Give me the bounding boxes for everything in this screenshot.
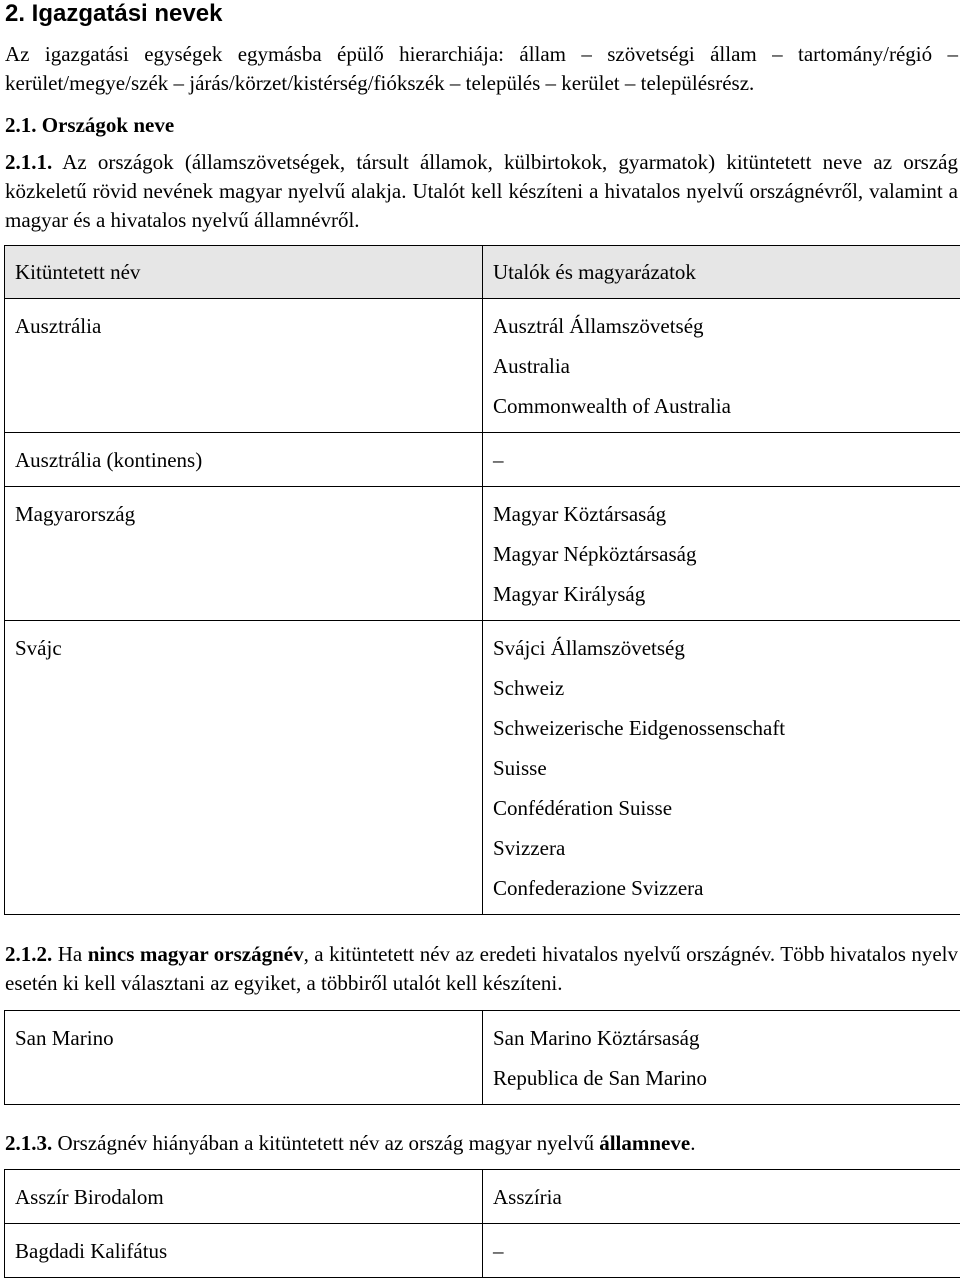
- rule-emphasis: nincs magyar országnév: [87, 942, 304, 966]
- table-row: [5, 1170, 960, 1224]
- reference-item: Commonwealth of Australia: [493, 394, 731, 418]
- rule-2-1-3: [5, 1129, 958, 1158]
- rule-text: Az országok (államszövetségek, társult államok, külbirtokok, gyarmatok) kitüntetett neve az ország közkeletű rövid nevének magyar nyelvű alakja. Utalót kell készíteni a hivatalos nyelvű országnévről, valamint a magyar és a hivatalos nyelvű államnévről.: [5, 150, 958, 232]
- reference-item: Magyar Királyság: [493, 582, 646, 606]
- rule-2-1-1: [5, 148, 958, 235]
- preferred-name-cell: Magyarország: [5, 487, 483, 621]
- reference-item: Svizzera: [493, 836, 566, 860]
- reference-item: Magyar Népköztársaság: [493, 542, 697, 566]
- rule-text: , a kitüntetett név az eredeti hivatalos nyelvű országnév. Több hivatalos nyelv esetén ki kell választani az egyiket, a többiről utalót kell készíteni.: [5, 942, 958, 995]
- preferred-name-cell: San Marino: [5, 1011, 483, 1105]
- preferred-name-cell: Bagdadi Kalifátus: [5, 1224, 483, 1278]
- reference-item: Suisse: [493, 756, 547, 780]
- header-cell-preferred-name: Kitüntetett név: [5, 246, 483, 299]
- reference-item: –: [493, 448, 504, 472]
- state-name-table: [4, 1169, 960, 1278]
- references-cell: [483, 1011, 960, 1105]
- reference-item: Ausztrál Államszövetség: [493, 314, 704, 338]
- reference-item: Schweiz: [493, 676, 565, 700]
- header-cell-references: Utalók és magyarázatok: [483, 246, 960, 299]
- reference-item: Asszíria: [493, 1185, 562, 1209]
- preferred-name-cell: Ausztrália: [5, 299, 483, 433]
- preferred-name-cell: Asszír Birodalom: [5, 1170, 483, 1224]
- country-names-table: [4, 245, 960, 915]
- table-row: [5, 1011, 960, 1105]
- rule-number: 2.1.2.: [5, 942, 53, 966]
- rule-text: Ha: [52, 942, 88, 966]
- table-header-row: [5, 246, 960, 299]
- intro-paragraph: Az igazgatási egységek egymásba épülő hierarchiája: állam – szövetségi állam – tartomány/régió – kerület/megye/szék – járás/körzet/kistérség/fiókszék – település – kerület – településrész.: [5, 42, 958, 95]
- preferred-name-cell: Ausztrália (kontinens): [5, 433, 483, 487]
- reference-item: Magyar Köztársaság: [493, 502, 667, 526]
- references-cell: [483, 433, 960, 487]
- original-name-table: [4, 1010, 960, 1105]
- reference-item: Svájci Államszövetség: [493, 636, 685, 660]
- reference-item: Confédération Suisse: [493, 796, 673, 820]
- reference-item: Confederazione Svizzera: [493, 876, 704, 900]
- table-row: [5, 487, 960, 621]
- subsection-heading: 2.1. Országok neve: [5, 113, 175, 137]
- table-row: [5, 1224, 960, 1278]
- rule-2-1-2: [5, 940, 958, 998]
- table-row: [5, 433, 960, 487]
- rule-text: Országnév hiányában a kitüntetett név az ország magyar nyelvű: [52, 1131, 600, 1155]
- references-cell: [483, 299, 960, 433]
- references-cell: [483, 621, 960, 915]
- table-row: [5, 621, 960, 915]
- rule-text: .: [690, 1131, 696, 1155]
- table-row: [5, 299, 960, 433]
- references-cell: [483, 1170, 960, 1224]
- references-cell: [483, 487, 960, 621]
- section-heading: 2. Igazgatási nevek: [5, 0, 223, 27]
- rule-emphasis: államneve: [599, 1131, 691, 1155]
- rule-number: 2.1.1.: [5, 150, 53, 174]
- reference-item: San Marino Köztársaság: [493, 1026, 700, 1050]
- reference-item: Australia: [493, 354, 570, 378]
- rule-number: 2.1.3.: [5, 1131, 53, 1155]
- reference-item: –: [493, 1239, 504, 1263]
- reference-item: Republica de San Marino: [493, 1066, 708, 1090]
- references-cell: [483, 1224, 960, 1278]
- preferred-name-cell: Svájc: [5, 621, 483, 915]
- reference-item: Schweizerische Eidgenossenschaft: [493, 716, 786, 740]
